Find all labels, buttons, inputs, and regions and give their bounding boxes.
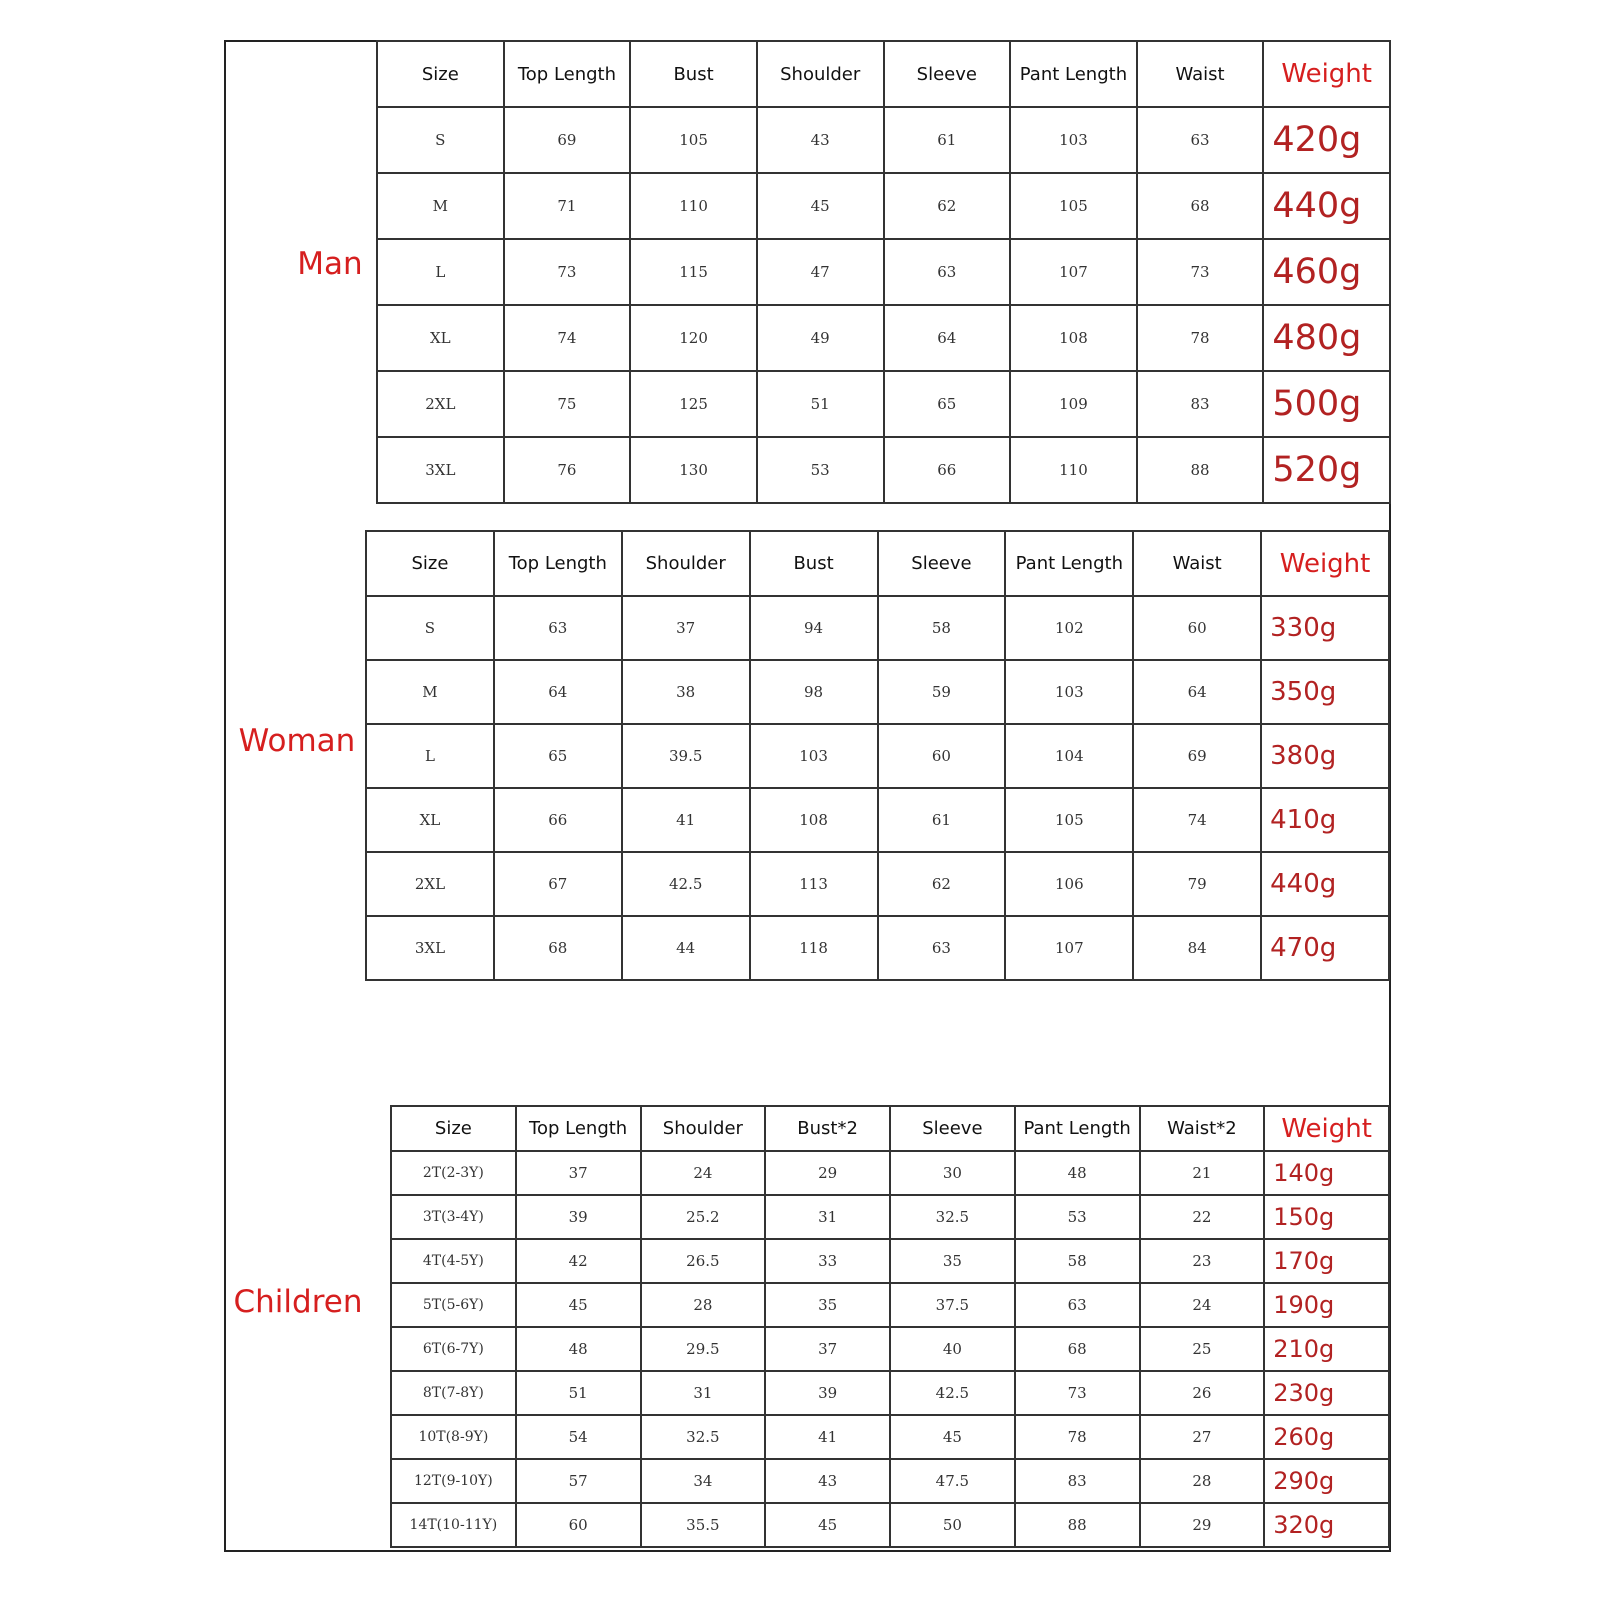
table-row [391,1283,1389,1327]
table-cell: 25.2 [641,1195,766,1239]
table-cell: 84 [1133,916,1261,980]
table-cell: 66 [494,788,622,852]
weight-cell: 350g [1261,660,1389,724]
table-cell: 24 [641,1151,766,1195]
size-cell: M [377,173,504,239]
table-cell: 37 [765,1327,890,1371]
table-cell: 22 [1140,1195,1265,1239]
table-row [391,1459,1389,1503]
weight-cell: 190g [1264,1283,1389,1327]
table-cell: 24 [1140,1283,1265,1327]
table-cell: 25 [1140,1327,1265,1371]
table-cell: 68 [1137,173,1264,239]
column-header: Weight [1264,1106,1389,1151]
table-cell: 73 [1137,239,1264,305]
size-cell: 3XL [377,437,504,503]
table-row [377,173,1390,239]
weight-cell: 470g [1261,916,1389,980]
size-cell: 6T(6-7Y) [391,1327,516,1371]
column-header: Weight [1261,531,1389,596]
table-cell: 76 [504,437,631,503]
table-cell: 107 [1010,239,1137,305]
table-cell: 50 [890,1503,1015,1547]
table-cell: 38 [622,660,750,724]
column-header: Sleeve [878,531,1006,596]
table-cell: 102 [1005,596,1133,660]
column-header: Waist [1133,531,1261,596]
table-cell: 62 [884,173,1011,239]
section-label-children: Children [233,1284,363,1320]
table-cell: 61 [878,788,1006,852]
table-cell: 104 [1005,724,1133,788]
column-header: Shoulder [757,41,884,107]
table-row [391,1239,1389,1283]
table-cell: 28 [1140,1459,1265,1503]
section-label-man: Man [297,246,363,282]
table-cell: 53 [757,437,884,503]
table-cell: 54 [516,1415,641,1459]
size-cell: 2XL [377,371,504,437]
table-cell: 28 [641,1283,766,1327]
table-row [391,1415,1389,1459]
table-row [377,107,1390,173]
header-row [366,531,1389,596]
table-cell: 32.5 [890,1195,1015,1239]
weight-cell: 150g [1264,1195,1389,1239]
table-cell: 74 [1133,788,1261,852]
table-cell: 65 [494,724,622,788]
table-row [366,852,1389,916]
weight-cell: 420g [1263,107,1390,173]
table-cell: 58 [878,596,1006,660]
table-row [391,1503,1389,1547]
table-cell: 35.5 [641,1503,766,1547]
weight-cell: 410g [1261,788,1389,852]
size-cell: S [377,107,504,173]
table-cell: 45 [890,1415,1015,1459]
table-cell: 68 [494,916,622,980]
weight-cell: 440g [1261,852,1389,916]
column-header: Top Length [504,41,631,107]
table-cell: 94 [750,596,878,660]
table-row [377,239,1390,305]
table-cell: 105 [1010,173,1137,239]
table-cell: 64 [884,305,1011,371]
table-cell: 105 [630,107,757,173]
woman-size-table [365,530,1390,981]
table-cell: 48 [516,1327,641,1371]
table-cell: 106 [1005,852,1133,916]
table-cell: 60 [1133,596,1261,660]
section-label-woman: Woman [238,723,356,759]
table-cell: 63 [1015,1283,1140,1327]
table-cell: 45 [765,1503,890,1547]
table-cell: 130 [630,437,757,503]
table-cell: 45 [516,1283,641,1327]
table-cell: 74 [504,305,631,371]
table-cell: 51 [516,1371,641,1415]
table-cell: 69 [1133,724,1261,788]
table-cell: 60 [516,1503,641,1547]
table-row [377,305,1390,371]
table-cell: 71 [504,173,631,239]
size-cell: 8T(7-8Y) [391,1371,516,1415]
weight-cell: 520g [1263,437,1390,503]
table-row [366,788,1389,852]
table-cell: 26.5 [641,1239,766,1283]
table-cell: 37 [622,596,750,660]
table-cell: 103 [750,724,878,788]
weight-cell: 320g [1264,1503,1389,1547]
weight-cell: 230g [1264,1371,1389,1415]
column-header: Sleeve [890,1106,1015,1151]
header-row [377,41,1390,107]
column-header: Weight [1263,41,1390,107]
table-cell: 45 [757,173,884,239]
table-cell: 39 [765,1371,890,1415]
column-header: Waist [1137,41,1264,107]
weight-cell: 260g [1264,1415,1389,1459]
column-header: Pant Length [1005,531,1133,596]
table-cell: 88 [1137,437,1264,503]
size-cell: 4T(4-5Y) [391,1239,516,1283]
weight-cell: 440g [1263,173,1390,239]
table-cell: 83 [1015,1459,1140,1503]
size-cell: L [377,239,504,305]
table-cell: 113 [750,852,878,916]
table-cell: 79 [1133,852,1261,916]
table-cell: 29 [1140,1503,1265,1547]
column-header: Shoulder [641,1106,766,1151]
table-cell: 59 [878,660,1006,724]
table-cell: 35 [890,1239,1015,1283]
header-row [391,1106,1389,1151]
size-cell: 14T(10-11Y) [391,1503,516,1547]
table-cell: 78 [1137,305,1264,371]
table-cell: 48 [1015,1151,1140,1195]
table-cell: 103 [1010,107,1137,173]
table-cell: 42 [516,1239,641,1283]
table-cell: 60 [878,724,1006,788]
table-cell: 110 [630,173,757,239]
table-cell: 115 [630,239,757,305]
column-header: Size [377,41,504,107]
size-cell: XL [366,788,494,852]
weight-cell: 380g [1261,724,1389,788]
table-cell: 30 [890,1151,1015,1195]
table-cell: 63 [494,596,622,660]
table-cell: 47.5 [890,1459,1015,1503]
table-cell: 33 [765,1239,890,1283]
table-cell: 125 [630,371,757,437]
table-cell: 78 [1015,1415,1140,1459]
table-cell: 31 [765,1195,890,1239]
column-header: Size [366,531,494,596]
size-cell: M [366,660,494,724]
table-cell: 39 [516,1195,641,1239]
table-cell: 73 [1015,1371,1140,1415]
table-cell: 64 [1133,660,1261,724]
table-cell: 68 [1015,1327,1140,1371]
column-header: Waist*2 [1140,1106,1265,1151]
table-cell: 43 [757,107,884,173]
column-header: Bust [630,41,757,107]
table-cell: 42.5 [890,1371,1015,1415]
table-cell: 107 [1005,916,1133,980]
table-cell: 67 [494,852,622,916]
table-cell: 120 [630,305,757,371]
column-header: Top Length [516,1106,641,1151]
table-cell: 63 [878,916,1006,980]
column-header: Top Length [494,531,622,596]
table-row [377,371,1390,437]
column-header: Sleeve [884,41,1011,107]
weight-cell: 290g [1264,1459,1389,1503]
table-cell: 47 [757,239,884,305]
column-header: Size [391,1106,516,1151]
table-cell: 75 [504,371,631,437]
column-header: Pant Length [1015,1106,1140,1151]
size-cell: L [366,724,494,788]
size-cell: 2XL [366,852,494,916]
table-cell: 109 [1010,371,1137,437]
size-cell: 3T(3-4Y) [391,1195,516,1239]
table-cell: 108 [1010,305,1137,371]
weight-cell: 210g [1264,1327,1389,1371]
table-row [391,1327,1389,1371]
weight-cell: 140g [1264,1151,1389,1195]
weight-cell: 480g [1263,305,1390,371]
table-cell: 31 [641,1371,766,1415]
size-cell: 10T(8-9Y) [391,1415,516,1459]
table-cell: 44 [622,916,750,980]
table-cell: 34 [641,1459,766,1503]
table-cell: 29 [765,1151,890,1195]
table-cell: 41 [622,788,750,852]
table-row [391,1151,1389,1195]
table-cell: 32.5 [641,1415,766,1459]
size-cell: 3XL [366,916,494,980]
size-cell: S [366,596,494,660]
table-cell: 110 [1010,437,1137,503]
table-cell: 35 [765,1283,890,1327]
table-cell: 83 [1137,371,1264,437]
weight-cell: 330g [1261,596,1389,660]
table-cell: 64 [494,660,622,724]
table-cell: 27 [1140,1415,1265,1459]
table-row [377,437,1390,503]
table-cell: 62 [878,852,1006,916]
size-cell: XL [377,305,504,371]
table-cell: 51 [757,371,884,437]
table-row [366,660,1389,724]
table-cell: 21 [1140,1151,1265,1195]
table-cell: 41 [765,1415,890,1459]
size-cell: 5T(5-6Y) [391,1283,516,1327]
table-row [366,724,1389,788]
table-row [391,1195,1389,1239]
table-cell: 57 [516,1459,641,1503]
weight-cell: 460g [1263,239,1390,305]
table-cell: 73 [504,239,631,305]
children-size-table [390,1105,1390,1548]
man-size-table [376,40,1391,504]
table-cell: 37.5 [890,1283,1015,1327]
weight-cell: 500g [1263,371,1390,437]
column-header: Pant Length [1010,41,1137,107]
table-cell: 103 [1005,660,1133,724]
table-cell: 26 [1140,1371,1265,1415]
table-cell: 66 [884,437,1011,503]
size-cell: 12T(9-10Y) [391,1459,516,1503]
table-cell: 88 [1015,1503,1140,1547]
table-cell: 37 [516,1151,641,1195]
size-cell: 2T(2-3Y) [391,1151,516,1195]
table-cell: 53 [1015,1195,1140,1239]
table-cell: 108 [750,788,878,852]
table-row [391,1371,1389,1415]
table-row [366,916,1389,980]
table-cell: 43 [765,1459,890,1503]
table-cell: 49 [757,305,884,371]
table-cell: 69 [504,107,631,173]
column-header: Shoulder [622,531,750,596]
table-cell: 63 [1137,107,1264,173]
weight-cell: 170g [1264,1239,1389,1283]
table-cell: 39.5 [622,724,750,788]
table-cell: 40 [890,1327,1015,1371]
table-cell: 98 [750,660,878,724]
table-cell: 58 [1015,1239,1140,1283]
table-cell: 61 [884,107,1011,173]
table-cell: 63 [884,239,1011,305]
table-cell: 65 [884,371,1011,437]
column-header: Bust [750,531,878,596]
table-cell: 118 [750,916,878,980]
table-cell: 105 [1005,788,1133,852]
table-cell: 29.5 [641,1327,766,1371]
table-row [366,596,1389,660]
column-header: Bust*2 [765,1106,890,1151]
table-cell: 42.5 [622,852,750,916]
table-cell: 23 [1140,1239,1265,1283]
